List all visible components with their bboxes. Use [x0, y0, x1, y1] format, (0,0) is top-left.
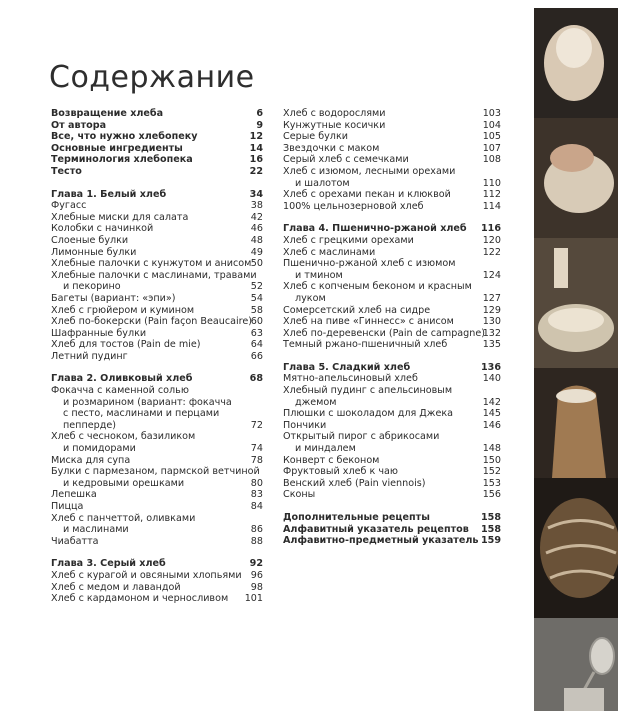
toc-entry-title: Венский хлеб (Pain viennois): [283, 477, 426, 489]
toc-entry-title: Темный ржано-пшеничный хлеб: [283, 339, 448, 351]
toc-page-number: 103: [482, 108, 501, 119]
kneading-dough-photo: [534, 118, 618, 238]
toc-entry-title: Дополнительные рецепты: [283, 512, 430, 523]
toc-page-number: 52: [250, 281, 263, 293]
toc-entry-title: Хлеб с грецкими орехами: [283, 234, 414, 246]
toc-entry: [51, 385, 263, 397]
toc-entry: [51, 328, 263, 340]
toc-entry: [283, 305, 501, 317]
toc-entry: [283, 201, 501, 213]
toc-entry: [283, 316, 501, 328]
toc-entry-title: Хлеб на пиве «Гиннесс» с анисом: [283, 316, 454, 328]
toc-entry-title: и помидорами: [63, 443, 136, 455]
toc-page-number: 58: [250, 304, 263, 316]
toc-entry: [51, 293, 263, 305]
toc-entry-title: Хлеб по-деревенски (Pain de campagne): [283, 327, 485, 339]
toc-entry-title: Булки с пармезаном, пармской ветчиной: [51, 466, 260, 478]
toc-entry: [283, 154, 501, 166]
toc-entry-title: Лепешка: [51, 489, 97, 501]
toc-entry-title: Хлеб с кардамоном и черносливом: [51, 593, 229, 605]
toc-page-number: 98: [250, 581, 263, 593]
toc-page-number: 9: [256, 119, 263, 131]
toc-entry: [283, 420, 501, 432]
toc-entry: [283, 478, 501, 490]
toc-page-number: 14: [249, 142, 263, 154]
toc-entry-title: Глава 5. Сладкий хлеб: [283, 361, 411, 373]
toc-entry: [283, 258, 501, 270]
toc-entry-title: Хлеб с водорослями: [283, 108, 386, 119]
toc-entry: [51, 420, 263, 432]
toc-gap: [283, 212, 501, 223]
toc-entry: [283, 339, 501, 351]
toc-entry: [51, 466, 263, 478]
toc-page-number: 158: [480, 523, 501, 535]
toc-entry-title: Конверт с беконом: [283, 454, 380, 466]
toc-entry-title: Глава 3. Серый хлеб: [51, 558, 166, 570]
toc-entry: [283, 178, 501, 190]
toc-entry-title: Хлеб с панчеттой, оливками: [51, 512, 196, 524]
toc-page-number: 114: [482, 200, 501, 212]
toc-entry-title: Хлеб по-бокерски (Pain façon Beaucaire): [51, 316, 253, 328]
toc-page-number: 122: [482, 246, 501, 258]
toc-page-number: 153: [482, 477, 501, 489]
toc-page-number: 124: [482, 269, 501, 281]
toc-entry-title: Чиабатта: [51, 535, 99, 547]
toc-entry-title: Хлеб с курагой и овсяными хлопьями: [51, 569, 242, 581]
toc-page-number: 105: [482, 131, 501, 143]
toc-entry-title: Пицца: [51, 501, 84, 512]
toc-entry: [283, 108, 501, 120]
toc-entry: [51, 536, 263, 548]
toc-entry: [51, 247, 263, 259]
photo-strip: [534, 8, 618, 711]
toc-page-number: 101: [244, 593, 263, 605]
toc-entry: [51, 339, 263, 351]
toc-right-column: [283, 108, 501, 547]
toc-entry: [51, 570, 263, 582]
toc-page-number: 150: [482, 454, 501, 466]
toc-entry-title: Алфавитный указатель рецептов: [283, 523, 469, 535]
toc-section-entry: [283, 362, 501, 374]
toc-entry-title: Колобки с начинкой: [51, 223, 154, 235]
flour-sack-photo: [534, 368, 618, 478]
toc-page-number: 156: [482, 489, 501, 501]
bread-loaf-photo: [534, 478, 618, 618]
toc-gap: [51, 547, 263, 558]
page-title: Содержание: [49, 60, 255, 95]
toc-page-number: 42: [250, 211, 263, 223]
toc-page-number: 50: [250, 258, 263, 270]
toc-entry-title: Мятно-апельсиновый хлеб: [283, 373, 418, 385]
toc-entry-title: Хлеб с изюмом, лесными орехами: [283, 165, 456, 177]
toc-entry: [283, 120, 501, 132]
toc-page-number: 49: [250, 246, 263, 258]
toc-page-number: 34: [249, 188, 263, 200]
toc-section-entry: [283, 512, 501, 524]
toc-page-number: 22: [249, 165, 263, 177]
toc-page-number: 38: [250, 200, 263, 212]
toc-entry: [283, 431, 501, 443]
toc-page-number: 120: [482, 234, 501, 246]
toc-entry: [51, 489, 263, 501]
toc-entry: [283, 397, 501, 409]
toc-entry-title: джемом: [295, 396, 337, 408]
toc-entry-title: пепперде): [63, 419, 116, 431]
toc-entry-title: с песто, маслинами и перцами: [63, 408, 220, 420]
toc-page-number: 140: [482, 373, 501, 385]
toc-entry-title: Фокачча с каменной солью: [51, 385, 189, 397]
toc-entry: [283, 443, 501, 455]
toc-entry-title: и тмином: [295, 269, 343, 281]
toc-entry: [283, 455, 501, 467]
toc-page-number: 64: [250, 339, 263, 351]
toc-entry: [51, 397, 263, 409]
toc-entry-title: Алфавитно-предметный указатель: [283, 535, 479, 547]
toc-entry-title: и пекорино: [63, 281, 121, 293]
toc-entry-title: и розмарином (вариант: фокачча: [63, 396, 232, 408]
toc-entry: [51, 524, 263, 536]
toc-entry: [283, 143, 501, 155]
toc-page-number: 16: [249, 154, 263, 166]
toc-entry-title: Тесто: [51, 165, 82, 177]
toc-entry-title: Серые булки: [283, 131, 348, 143]
toc-section-entry: [283, 223, 501, 235]
toc-entry-title: Хлебные миски для салата: [51, 211, 189, 223]
toc-entry-title: Глава 4. Пшенично-ржаной хлеб: [283, 223, 467, 235]
toc-page-number: 112: [482, 189, 501, 201]
toc-page-number: 152: [482, 466, 501, 478]
toc-entry-title: Все, что нужно хлебопеку: [51, 131, 198, 143]
toc-entry-title: луком: [295, 292, 326, 304]
toc-page-number: 86: [250, 524, 263, 536]
toc-entry-title: Миска для супа: [51, 454, 131, 466]
toc-entry-title: Фугасс: [51, 200, 87, 212]
toc-entry-title: Плюшки с шоколадом для Джека: [283, 408, 454, 420]
toc-page-number: 54: [250, 292, 263, 304]
toc-page-number: 6: [256, 108, 263, 119]
toc-entry-title: Сконы: [283, 489, 316, 501]
toc-entry-title: Глава 2. Оливковый хлеб: [51, 373, 193, 385]
toc-section-entry: [283, 524, 501, 536]
toc-section-entry: [51, 143, 263, 155]
toc-entry: [51, 351, 263, 363]
toc-entry: [283, 489, 501, 501]
toc-entry-title: Фруктовый хлеб к чаю: [283, 466, 398, 478]
toc-page-number: 96: [250, 569, 263, 581]
toc-entry: [283, 131, 501, 143]
toc-section-entry: [51, 108, 263, 120]
toc-page-number: 66: [250, 350, 263, 362]
toc-page-number: 104: [482, 119, 501, 131]
toc-entry: [51, 501, 263, 513]
toc-entry: [51, 478, 263, 490]
toc-entry-title: Кунжутные косички: [283, 119, 386, 131]
toc-page-number: 60: [250, 316, 263, 328]
toc-entry: [283, 247, 501, 259]
toc-entry: [51, 212, 263, 224]
toc-entry: [283, 385, 501, 397]
toc-section-entry: [283, 535, 501, 547]
sieve-photo: [534, 618, 618, 711]
toc-gap: [51, 362, 263, 373]
toc-page-number: 107: [482, 142, 501, 154]
toc-page-number: 72: [250, 419, 263, 431]
toc-page-number: 132: [482, 327, 501, 339]
toc-entry-title: Хлеб с копченым беконом и красным: [283, 281, 472, 293]
toc-page-number: 136: [480, 361, 501, 373]
toc-entry-title: Терминология хлебопека: [51, 154, 193, 166]
toc-page-number: 145: [482, 408, 501, 420]
toc-page-number: 148: [482, 443, 501, 455]
toc-page-number: 84: [250, 501, 263, 512]
toc-gap: [283, 501, 501, 512]
toc-entry: [51, 431, 263, 443]
toc-entry-title: Слоеные булки: [51, 234, 129, 246]
toc-entry: [51, 200, 263, 212]
toc-entry-title: Хлеб для тостов (Pain de mie): [51, 339, 201, 351]
toc-entry-title: Сомерсетский хлеб на сидре: [283, 304, 431, 316]
toc-entry: [51, 305, 263, 317]
toc-section-entry: [51, 154, 263, 166]
toc-entry-title: Летний пудинг: [51, 350, 128, 362]
toc-page-number: 116: [480, 223, 501, 235]
toc-entry-title: Хлеб с орехами пекан и клюквой: [283, 189, 451, 201]
toc-page-number: 48: [250, 234, 263, 246]
toc-page-number: 142: [482, 396, 501, 408]
toc-entry-title: Хлебные палочки с кунжутом и анисом: [51, 258, 252, 270]
toc-entry-title: и шалотом: [295, 177, 350, 189]
toc-entry: [51, 455, 263, 467]
hands-flour-photo: [534, 8, 618, 118]
toc-section-entry: [51, 120, 263, 132]
toc-entry: [51, 316, 263, 328]
toc-entry: [51, 582, 263, 594]
toc-entry-title: Хлеб с грюйером и кумином: [51, 304, 195, 316]
toc-section-entry: [51, 373, 263, 385]
toc-entry: [51, 513, 263, 525]
toc-entry-title: Хлебный пудинг с апельсиновым: [283, 385, 453, 397]
toc-entry-title: От автора: [51, 119, 107, 131]
toc-entry: [51, 270, 263, 282]
toc-entry-title: Пончики: [283, 419, 327, 431]
toc-section-entry: [51, 131, 263, 143]
toc-entry: [51, 223, 263, 235]
toc-page-number: 110: [482, 177, 501, 189]
toc-entry-title: 100% цельнозерновой хлеб: [283, 200, 424, 212]
toc-entry-title: Возвращение хлеба: [51, 108, 164, 119]
toc-entry: [51, 258, 263, 270]
toc-entry: [51, 443, 263, 455]
toc-page-number: 68: [249, 373, 263, 385]
toc-entry: [283, 281, 501, 293]
toc-page-number: 129: [482, 304, 501, 316]
toc-entry: [283, 408, 501, 420]
toc-page-number: 74: [250, 443, 263, 455]
toc-entry: [51, 281, 263, 293]
toc-entry: [51, 235, 263, 247]
toc-page-number: 146: [482, 419, 501, 431]
toc-entry: [283, 293, 501, 305]
toc-page-number: 158: [480, 512, 501, 523]
toc-entry-title: Звездочки с маком: [283, 142, 380, 154]
toc-page-number: 46: [250, 223, 263, 235]
toc-entry: [283, 270, 501, 282]
toc-entry: [283, 235, 501, 247]
toc-entry-title: Хлеб с чесноком, базиликом: [51, 431, 196, 443]
toc-entry-title: Хлеб с маслинами: [283, 246, 376, 258]
toc-page-number: 92: [249, 558, 263, 570]
toc-section-entry: [51, 189, 263, 201]
toc-page-number: 78: [250, 454, 263, 466]
toc-entry-title: Глава 1. Белый хлеб: [51, 188, 167, 200]
toc-entry-title: Открытый пирог с абрикосами: [283, 431, 440, 443]
pouring-flour-photo: [534, 238, 618, 368]
toc-entry: [51, 593, 263, 605]
toc-entry: [283, 166, 501, 178]
toc-section-entry: [51, 558, 263, 570]
toc-entry-title: Основные ингредиенты: [51, 142, 183, 154]
toc-entry-title: и маслинами: [63, 524, 129, 536]
toc-page-number: 159: [480, 535, 501, 547]
toc-page-number: 12: [249, 131, 263, 143]
toc-entry-title: Лимонные булки: [51, 246, 137, 258]
toc-gap: [51, 178, 263, 189]
toc-entry-title: Хлебные палочки с маслинами, травами: [51, 269, 257, 281]
toc-left-column: [51, 108, 263, 605]
toc-entry: [283, 328, 501, 340]
toc-page-number: 63: [250, 327, 263, 339]
toc-entry-title: и миндалем: [295, 443, 356, 455]
toc-gap: [283, 351, 501, 362]
toc-entry-title: Хлеб с медом и лавандой: [51, 581, 181, 593]
toc-page-number: 127: [482, 292, 501, 304]
toc-entry-title: и кедровыми орешками: [63, 477, 185, 489]
toc-page-number: 88: [250, 535, 263, 547]
toc-entry-title: Серый хлеб с семечками: [283, 154, 409, 166]
toc-entry: [283, 189, 501, 201]
toc-page-number: 80: [250, 477, 263, 489]
toc-page-number: 135: [482, 339, 501, 351]
toc-page-number: 108: [482, 154, 501, 166]
toc-entry: [283, 466, 501, 478]
toc-page-number: 130: [482, 316, 501, 328]
toc-entry-title: Шафранные булки: [51, 327, 147, 339]
toc-entry-title: Пшенично-ржаной хлеб с изюмом: [283, 258, 456, 270]
toc-entry-title: Багеты (вариант: «эпи»): [51, 292, 176, 304]
toc-section-entry: [51, 166, 263, 178]
toc-entry: [283, 373, 501, 385]
toc-page-number: 83: [250, 489, 263, 501]
toc-entry: [51, 408, 263, 420]
